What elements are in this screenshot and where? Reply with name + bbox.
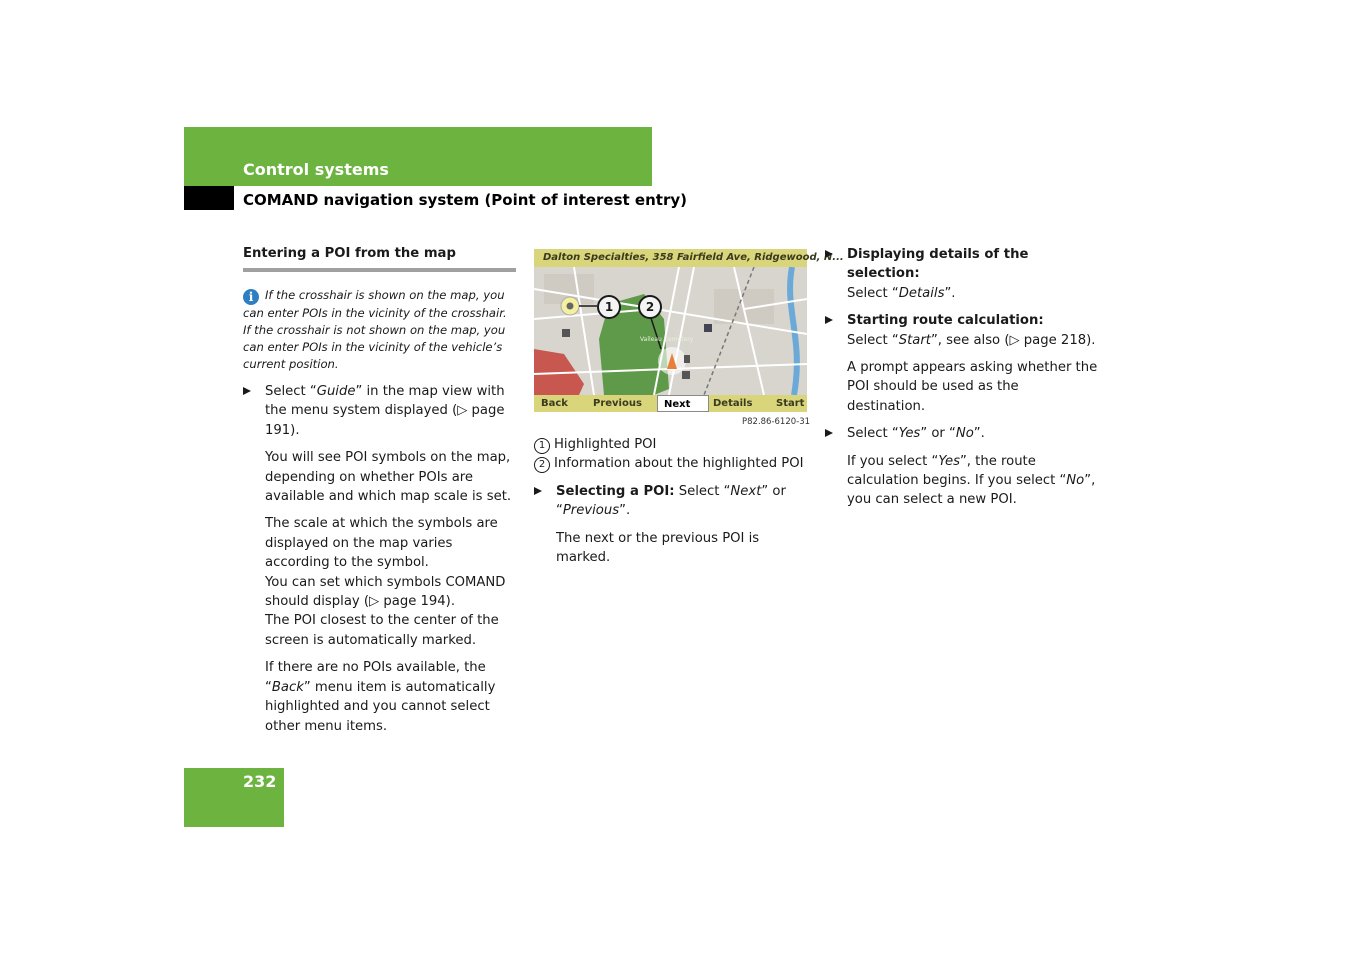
text: Select “: [847, 332, 899, 348]
step-start-route: [825, 311, 1100, 350]
menu-term-previous: Previous: [562, 503, 620, 519]
paragraph: A prompt appears asking whether the POI should be used as the destination.: [847, 360, 1098, 414]
info-note-text: If the crosshair is shown on the map, you can enter POIs in the vicinity of the crosshair. If the crosshair is not shown on the map, you can enter POIs in the vicinity of the vehicle’s current position.: [243, 288, 507, 371]
legend-item: [534, 454, 809, 473]
menu-term-next: Next: [730, 483, 762, 499]
map-canvas: [534, 249, 807, 412]
step-label: Starting route calculation:: [847, 313, 1044, 329]
map-menu-bar: [534, 395, 807, 412]
paragraph: You can set which symbols COMAND should display (▷ page 194).: [265, 574, 506, 610]
menu-term-start: Start: [898, 332, 931, 348]
map-screenshot: [534, 249, 844, 412]
menu-term-yes: Yes: [898, 426, 921, 442]
text: ” or “: [556, 483, 786, 519]
paragraph: [243, 658, 518, 736]
menu-term-yes: Yes: [938, 453, 960, 469]
step-details: [825, 245, 1100, 303]
text: Select “: [265, 384, 317, 399]
text: ”.: [973, 426, 985, 442]
step-select-guide: [243, 382, 518, 440]
step-label: Selecting a POI:: [556, 483, 675, 499]
text: If there are no POIs available, the “: [265, 660, 486, 695]
page-number: 232: [243, 772, 277, 791]
info-icon: i: [243, 289, 259, 305]
text: ” menu item is automatically highlighted and you cannot select other menu items.: [265, 679, 496, 734]
step-label: Displaying details of the selection:: [847, 247, 1029, 282]
text: ”.: [944, 285, 956, 301]
left-column: [243, 246, 518, 736]
right-column: [825, 245, 1100, 510]
legend-number: 2: [534, 457, 550, 473]
bullet-arrow-icon: [825, 429, 833, 437]
paragraph: The scale at which the symbols are displayed on the map varies according to the symbol.: [265, 516, 498, 571]
menu-start[interactable]: Start: [776, 398, 805, 409]
legend-text: Information about the highlighted POI: [554, 456, 804, 472]
callout-2: 2: [638, 295, 662, 319]
park-label: Valleau Cemetery: [640, 336, 694, 343]
text: ”, you can select a new POI.: [847, 473, 1096, 508]
info-note: [243, 287, 516, 373]
text: ”.: [619, 503, 631, 519]
section-title: COMAND navigation system (Point of interest entry): [243, 191, 687, 209]
paragraph: You will see POI symbols on the map, depending on whether POIs are available and which map scale is set.: [265, 450, 512, 505]
callout-1: 1: [597, 295, 621, 319]
sub-heading: Entering a POI from the map: [243, 246, 516, 272]
bullet-arrow-icon: [534, 487, 542, 495]
text: If you select “: [847, 453, 939, 469]
figure-id: P82.86-6120-31: [742, 417, 811, 427]
text: ” or “: [920, 426, 956, 442]
step-select-poi: [534, 482, 809, 521]
text: ”, see also (▷ page 218).: [930, 332, 1096, 348]
text: ”, the route calculation begins. If you select “: [847, 453, 1067, 489]
menu-term-details: Details: [898, 285, 945, 301]
menu-previous[interactable]: Previous: [593, 398, 642, 409]
bullet-arrow-icon: [825, 316, 833, 324]
legend-item: [534, 435, 809, 454]
text: Select “: [847, 426, 899, 442]
paragraph: The next or the previous POI is marked.: [556, 530, 760, 566]
bullet-arrow-icon: [825, 250, 833, 258]
menu-term-no: No: [955, 426, 974, 442]
menu-term-no: No: [1066, 473, 1085, 489]
text: Select “: [847, 285, 899, 301]
legend-number: 1: [534, 438, 550, 454]
legend-text: Highlighted POI: [554, 437, 657, 452]
menu-term-guide: Guide: [316, 384, 356, 399]
menu-back[interactable]: Back: [541, 398, 568, 409]
chapter-title: Control systems: [243, 160, 389, 179]
menu-next[interactable]: Next: [657, 395, 709, 412]
section-marker: [184, 186, 234, 210]
menu-term-back: Back: [271, 679, 304, 695]
middle-column: [534, 435, 809, 567]
step-yes-no: [825, 424, 1100, 443]
paragraph: The POI closest to the center of the screen is automatically marked.: [265, 613, 499, 648]
menu-details[interactable]: Details: [713, 398, 753, 409]
bullet-arrow-icon: [243, 387, 251, 395]
paragraph: [825, 452, 1100, 510]
poi-title-bar: Dalton Specialties, 358 Fairfield Ave, Ridgewood, N...: [534, 249, 807, 267]
text: ” in the map view with the menu system displayed (▷ page 191).: [265, 384, 505, 438]
text: Select “: [674, 483, 731, 499]
